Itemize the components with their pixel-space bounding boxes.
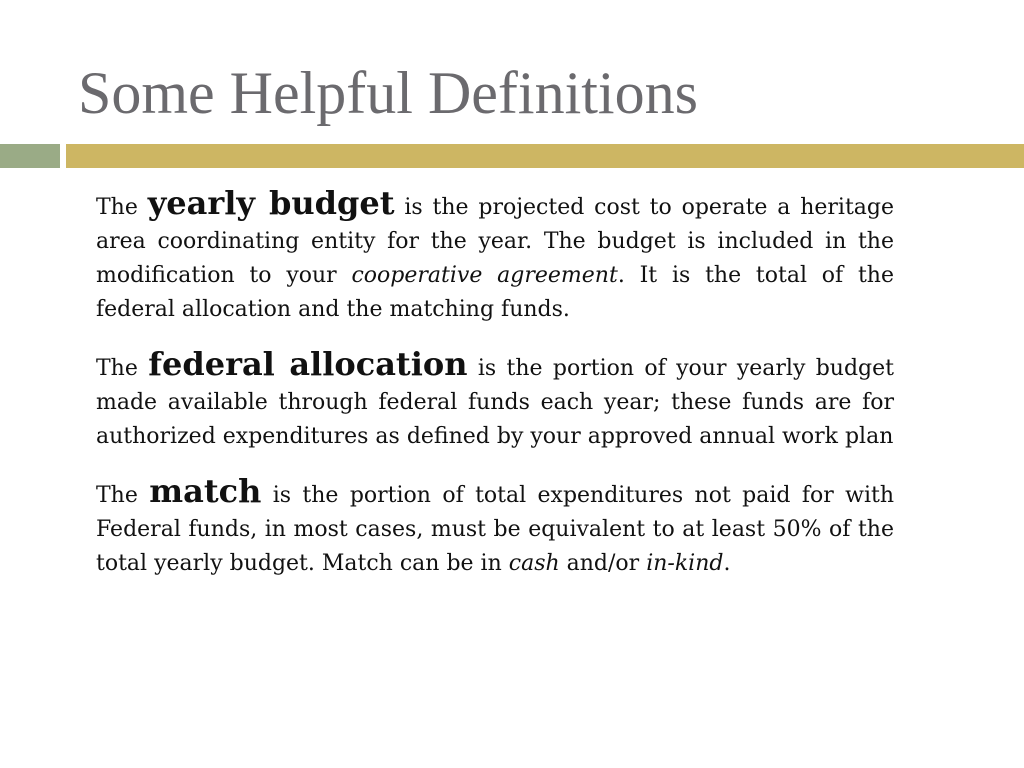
title-divider-right-bar [66,144,1024,168]
term-in-kind: in-kind [646,551,724,576]
definition-text: is the portion of total expenditures not paid for with Federal funds, in most cases, must be equivalent to at least 50% of the total yearly budget. Match can be in [96,483,894,576]
term-federal-allocation: federal allocation [148,345,468,383]
definition-text: and/or [559,551,647,576]
definition-text: . It is the total of the federal allocation and the matching funds. [96,263,894,322]
definition-yearly-budget [96,186,894,327]
definition-text: is the projected cost to operate a heritage area coordinating entity for the year. The budget is included in the modification to your [96,195,895,288]
term-cash: cash [508,551,560,576]
term-match: match [149,472,262,510]
title-divider-left-bar [0,144,60,168]
definition-federal-allocation [96,347,894,454]
slide-title: Some Helpful Definitions [78,60,698,126]
definition-lead: The [96,356,149,381]
term-cooperative-agreement: cooperative agreement [351,263,618,288]
definition-match [96,474,894,581]
definition-text: . [723,551,731,576]
definition-lead: The [96,195,148,220]
definition-lead: The [96,483,150,508]
term-yearly-budget: yearly budget [147,184,395,222]
definition-text: is the portion of your yearly budget made available through federal funds each year; these funds are for authorized expenditures as defined by your approved annual work plan [96,356,895,449]
definitions-body [96,186,894,601]
